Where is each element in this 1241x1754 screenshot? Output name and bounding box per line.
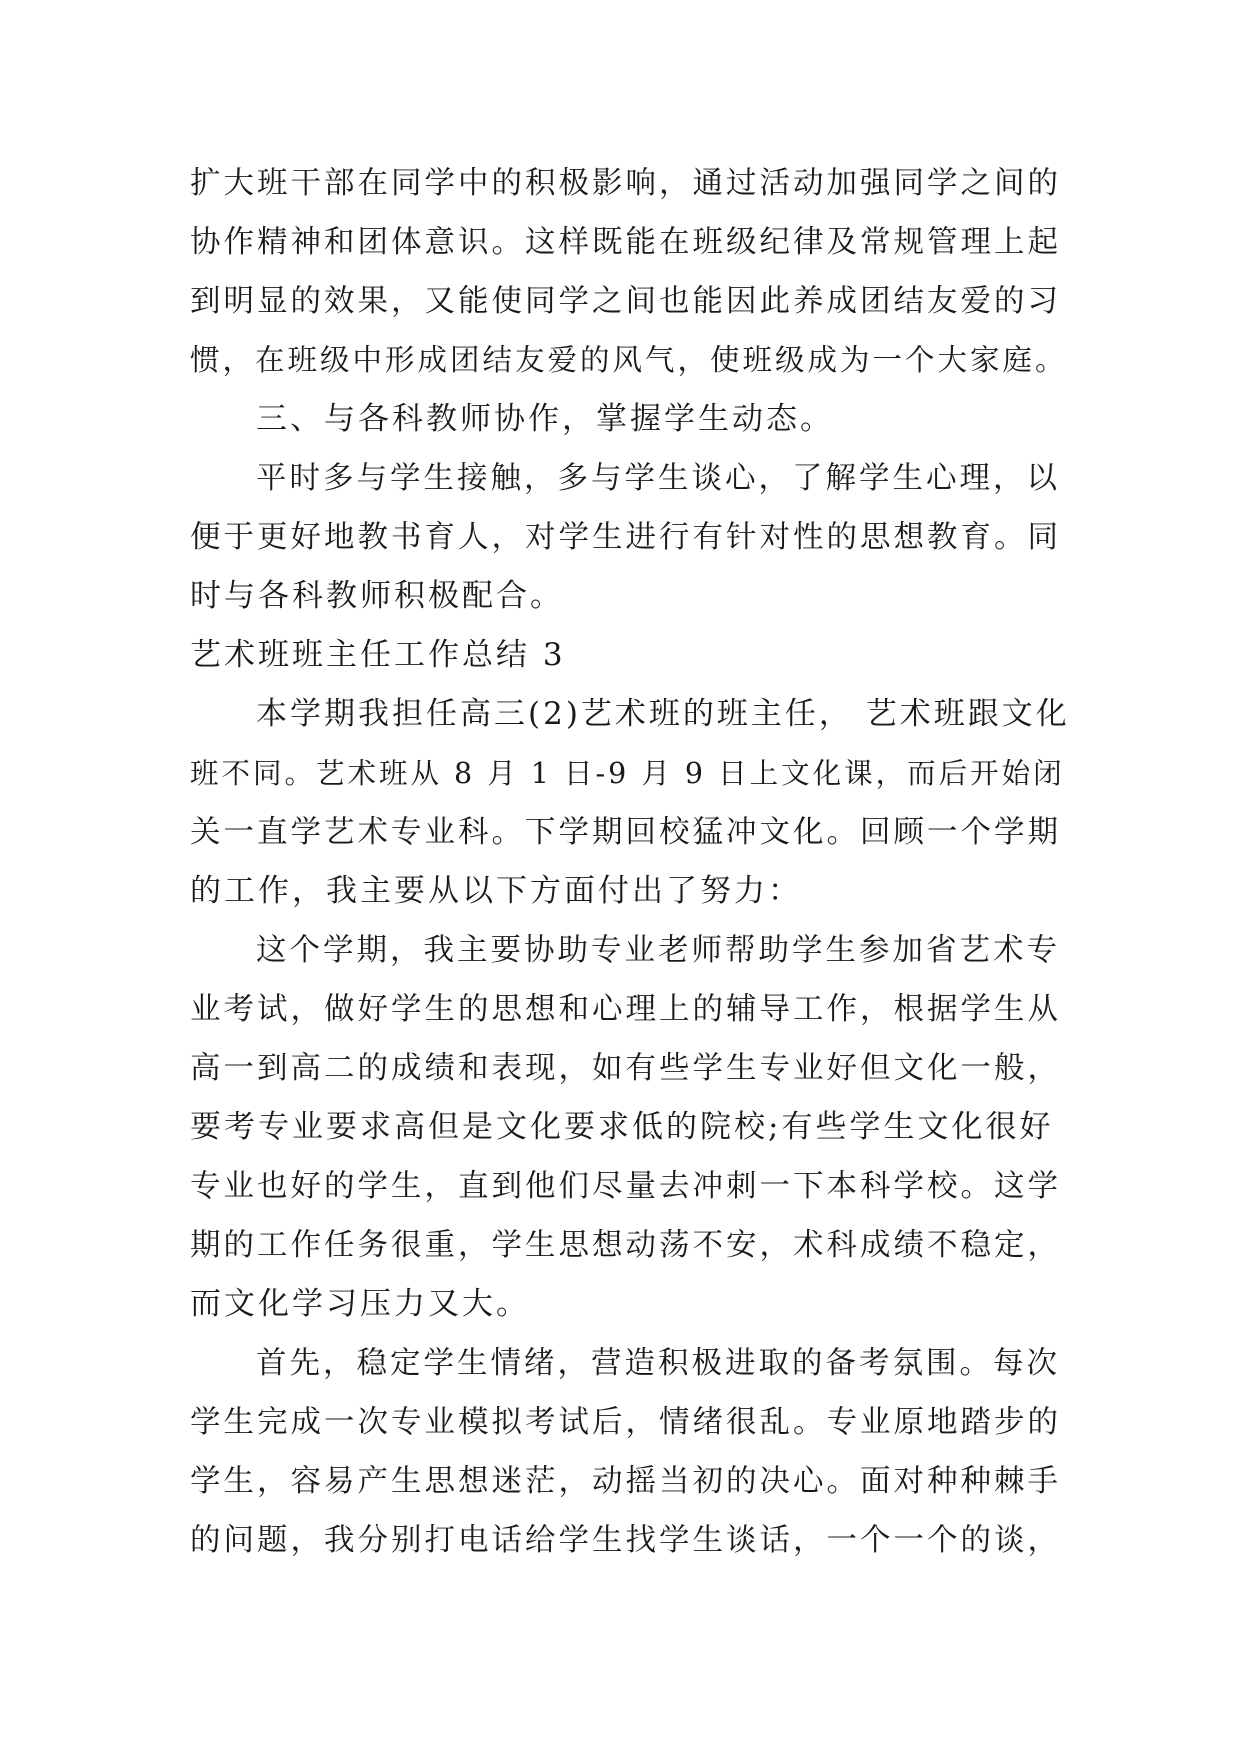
text-line: 的工作，我主要从以下方面付出了努力：	[190, 873, 802, 909]
text-line: 首先，稳定学生情绪，营造积极进取的备考氛围。每次	[256, 1346, 1060, 1381]
text-line: 高一到高二的成绩和表现，如有些学生专业好但文化一般，	[190, 1051, 1061, 1086]
document-body	[190, 154, 1070, 1570]
text-line: 业考试，做好学生的思想和心理上的辅导工作，根据学生从	[190, 992, 1061, 1027]
article-title: 艺术班班主任工作总结 3	[190, 637, 566, 673]
text-line: 专业也好的学生，直到他们尽量去冲刺一下本科学校。这学	[190, 1169, 1061, 1204]
text-line: 便于更好地教书育人，对学生进行有针对性的思想教育。同	[190, 520, 1061, 555]
section-heading: 三、与各科教师协作，掌握学生动态。	[256, 401, 834, 437]
text-line: 时与各科教师积极配合。	[190, 578, 564, 614]
text-line: 期的工作任务很重，学生思想动荡不安，术科成绩不稳定，	[190, 1228, 1061, 1263]
text-line: 惯，在班级中形成团结友爱的风气，使班级成为一个大家庭。	[190, 343, 1068, 377]
text-line: 而文化学习压力又大。	[190, 1286, 530, 1322]
text-line: 扩大班干部在同学中的积极影响，通过活动加强同学之间的	[190, 166, 1061, 201]
text-line: 要考专业要求高但是文化要求低的院校;有些学生文化很好	[190, 1109, 1054, 1145]
text-line: 班不同。艺术班从 8 月 1 日-9 月 9 日上文化课，而后开始闭	[190, 757, 1065, 790]
text-line: 学生完成一次专业模拟考试后，情绪很乱。专业原地踏步的	[190, 1405, 1061, 1440]
text-line: 协作精神和团体意识。这样既能在班级纪律及常规管理上起	[190, 225, 1061, 260]
text-line: 这个学期，我主要协助专业老师帮助学生参加省艺术专	[256, 933, 1060, 968]
text-line: 学生，容易产生思想迷茫，动摇当初的决心。面对种种棘手	[190, 1464, 1061, 1499]
text-line: 本学期我担任高三(2)艺术班的班主任， 艺术班跟文化	[256, 696, 1070, 732]
text-line: 到明显的效果，又能使同学之间也能因此养成团结友爱的习	[190, 284, 1061, 319]
text-line: 平时多与学生接触，多与学生谈心，了解学生心理，以	[256, 461, 1060, 496]
text-line: 的问题，我分别打电话给学生找学生谈话，一个一个的谈，	[190, 1523, 1061, 1558]
text-line: 关一直学艺术专业科。下学期回校猛冲文化。回顾一个学期	[190, 815, 1061, 850]
